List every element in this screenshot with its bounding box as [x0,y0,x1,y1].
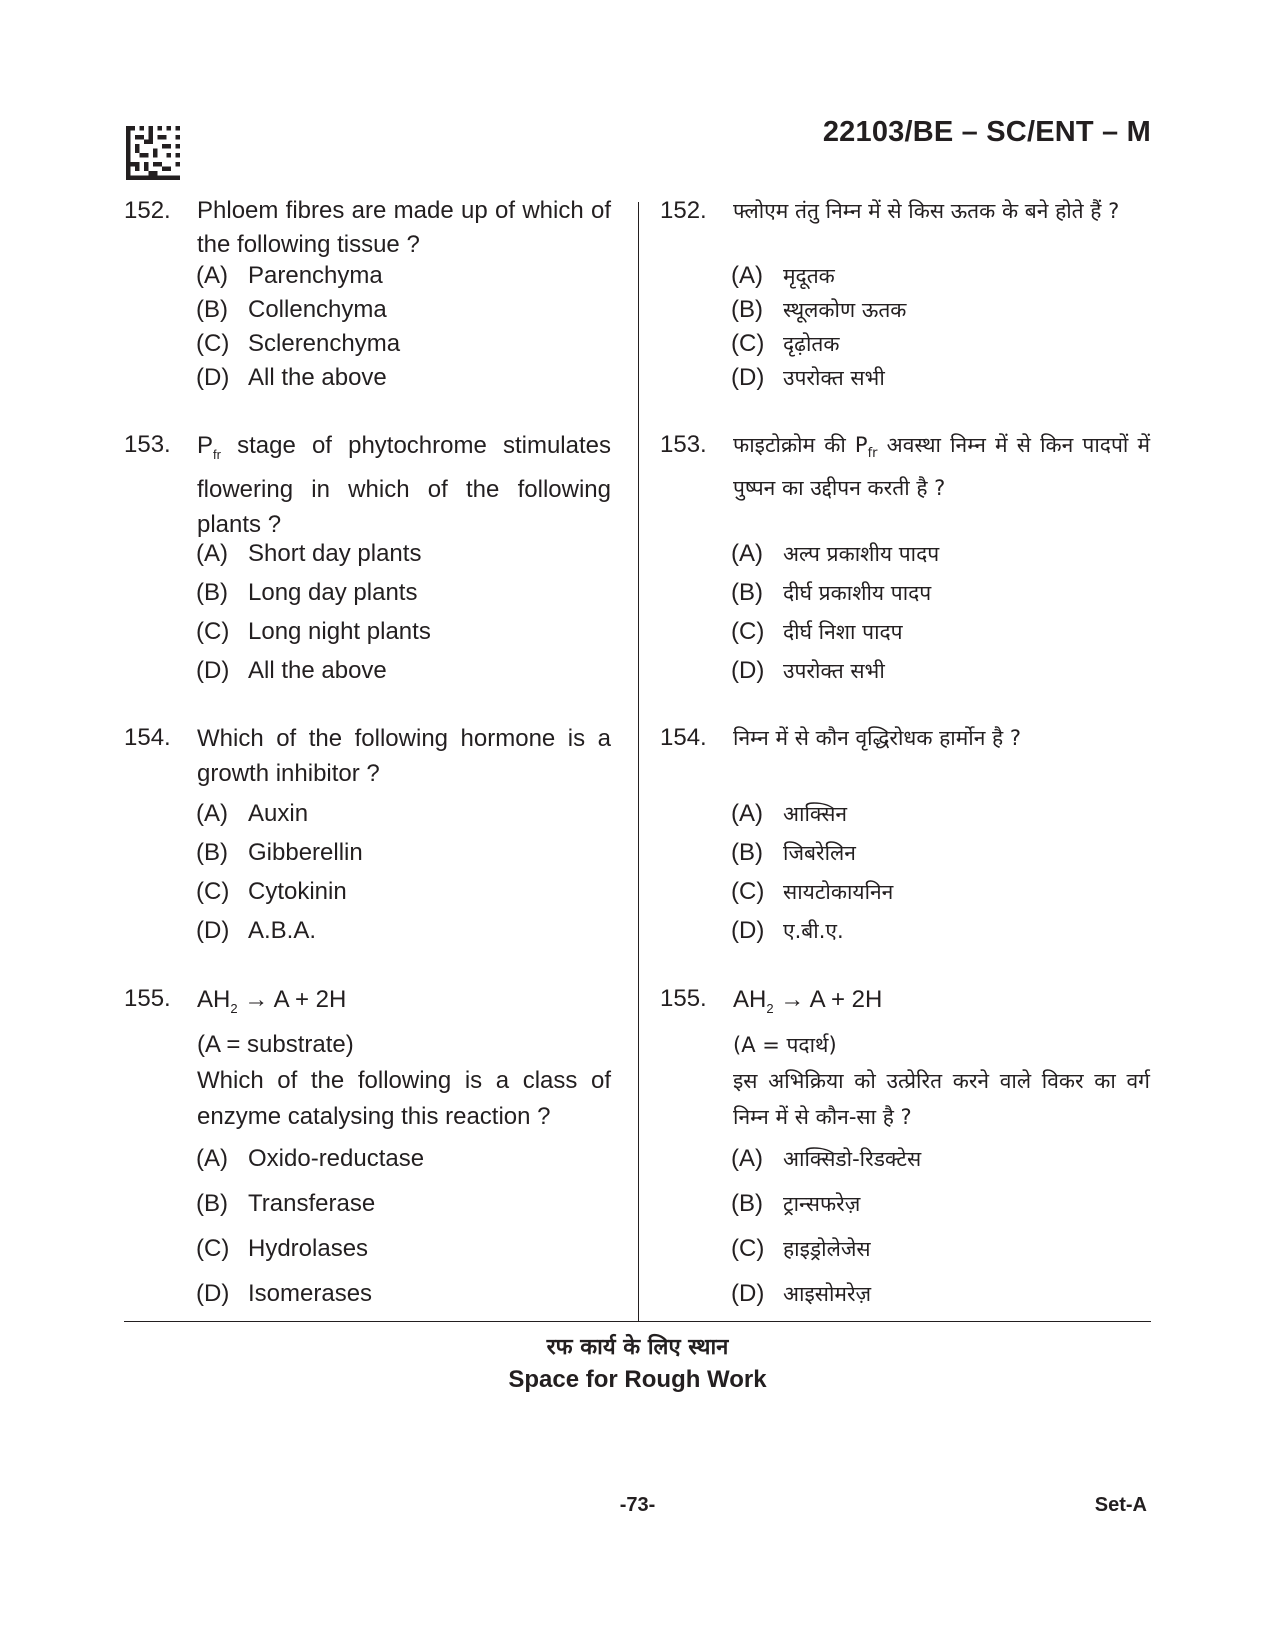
question-number: 152. [124,197,171,224]
qr-code-icon [126,126,180,180]
question-153-en [124,428,611,538]
rough-work-heading-en: Space for Rough Work [508,1366,767,1393]
question-text: निम्न में से कौन वृद्धिरोधक हार्मोन है ? [733,726,1022,750]
set-label: Set-A [1094,1494,1147,1516]
question-number: 153. [660,431,707,458]
rough-work-heading-hi: रफ कार्य के लिए स्थान [546,1335,729,1360]
question-body [197,982,611,1135]
question-body [733,982,1150,1135]
question-153-hi [660,428,1150,501]
question-text: Which of the following is a class of enzyme catalysing this reaction ? [197,1066,611,1130]
question-number: 155. [660,985,707,1012]
column-divider [638,202,639,1322]
question-number: 154. [124,724,171,751]
question-number: 155. [124,985,171,1012]
question-152-en [124,194,611,264]
question-number: 154. [660,724,707,751]
reaction-equation: $AH_2 \to A + 2H$ [197,986,347,1016]
question-text: इस अभिक्रिया को उत्प्रेरित करने वाले विकर का वर्ग निम्न में से कौन-सा है ? [733,1068,1150,1129]
question-text: Phloem fibres are made up of which of the following tissue ? [197,197,611,258]
question-155-hi [660,982,1150,1128]
question-text: Which of the following hormone is a growth inhibitor ? [197,725,611,787]
question-154-en [124,721,611,791]
question-152-hi [660,194,1150,234]
reaction-equation: $AH_2 \to A + 2H$ [733,986,883,1016]
bottom-rule [124,1321,1151,1322]
substrate-note: (A = पदार्थ) [733,1032,837,1057]
page-number: -73- [619,1494,656,1516]
question-154-hi [660,721,1150,761]
question-155-en [124,982,611,1128]
paper-code: 22103/BE – SC/ENT – M [822,116,1151,148]
question-number: 153. [124,431,171,458]
question-text: फाइटोक्रोम की $P_{fr}$ अवस्था निम्न में से किन पादपों में पुष्पन का उद्दीपन करती है ? [733,433,1150,501]
question-number: 152. [660,197,707,224]
substrate-note: (A = substrate) [197,1030,354,1058]
question-text: फ्लोएम तंतु निम्न में से किस ऊतक के बने होते हैं ? [733,199,1120,223]
question-text: $P_{fr}$ stage of phytochrome stimulates flowering in which of the following plants ? [197,432,611,538]
